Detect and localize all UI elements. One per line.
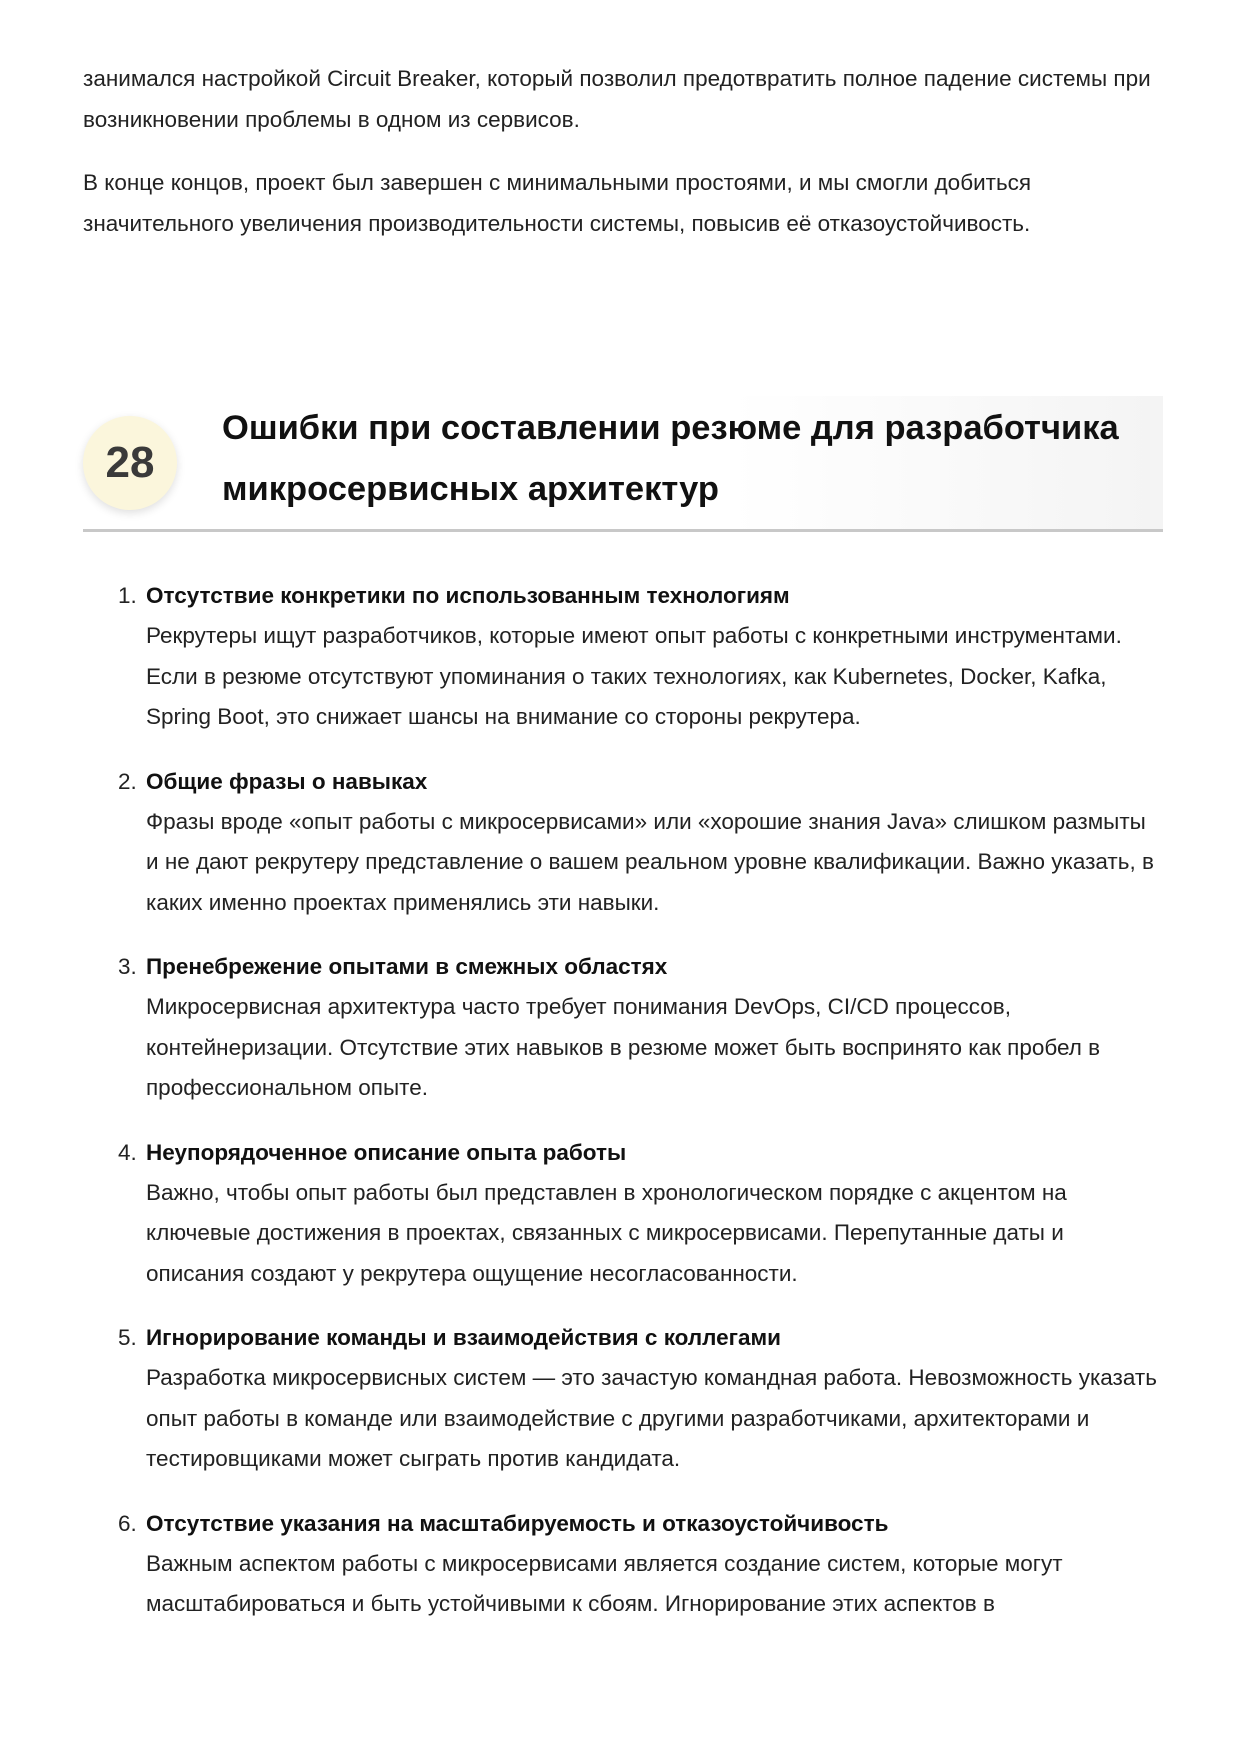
list-item-number: 5. (118, 1325, 137, 1350)
list-item (83, 947, 1163, 1109)
list-item-text: Фразы вроде «опыт работы с микросервисами» или «хорошие знания Java» слишком размыты и не дают рекрутеру представление о вашем реальном уровне квалификации. Важно указать, в каких именно проектах применялись эти навыки. (146, 808, 1154, 915)
intro-paragraph: занимался настройкой Circuit Breaker, который позволил предотвратить полное падение системы при возникновении проблемы в одном из сервисов. (83, 66, 1151, 132)
list-item-number: 2. (118, 768, 137, 794)
list-item-text: Важно, чтобы опыт работы был представлен в хронологическом порядке с акцентом на ключевые достижения в проектах, связанных с микросервисами. Перепутанные даты и описания создают у рекрутера ощущение несогласованности. (146, 1179, 1067, 1286)
list-item-number: 6. (118, 1510, 137, 1536)
list-item-text: Микросервисная архитектура часто требует понимания DevOps, CI/CD процессов, контейнеризации. Отсутствие этих навыков в резюме может быть воспринято как пробел в профессиональном опыте. (146, 994, 1101, 1100)
list-item-text: Разработка микросервисных систем — это зачастую командная работа. Невозможность указать опыт работы в команде или взаимодействие с другими разработчиками, архитекторами и тестировщиками может сыграть против кандидата. (146, 1365, 1157, 1471)
list-item-text: Рекрутеры ищут разработчиков, которые имеют опыт работы с конкретными инструментами. Если в резюме отсутствуют упоминания о таких технологиях, как Kubernetes, Docker, Kafka, Spring Boot, это снижает шансы на внимание со стороны рекрутера. (146, 623, 1122, 729)
list-item-number: 3. (118, 954, 137, 979)
list-item-title: Отсутствие указания на масштабируемость и отказоустойчивость (146, 1510, 889, 1536)
section-number-badge: 28 (83, 416, 177, 510)
list-item (83, 762, 1163, 924)
list-item-number: 4. (118, 1139, 137, 1165)
mistakes-list (83, 576, 1163, 1625)
document-page (83, 58, 1163, 1649)
intro-block (83, 58, 1163, 244)
section-header (83, 396, 1163, 532)
list-item-text: Важным аспектом работы с микросервисами является создание систем, которые могут масштабироваться и быть устойчивыми к сбоям. Игнорирование этих аспектов в (146, 1550, 1063, 1616)
list-item (83, 576, 1163, 738)
list-item-title: Общие фразы о навыках (146, 768, 428, 794)
list-item-title: Пренебрежение опытами в смежных областях (146, 954, 668, 979)
list-item (83, 1504, 1163, 1625)
list-item-title: Отсутствие конкретики по использованным технологиям (146, 583, 790, 608)
list-item-title: Неупорядоченное описание опыта работы (146, 1139, 627, 1165)
intro-paragraph: В конце концов, проект был завершен с минимальными простоями, и мы смогли добиться значительного увеличения производительности системы, повысив её отказоустойчивость. (83, 170, 1032, 236)
list-item (83, 1318, 1163, 1480)
list-item-number: 1. (118, 583, 137, 608)
section-title: Ошибки при составлении резюме для разработчика микросервисных архитектур (222, 409, 1119, 508)
list-item-title: Игнорирование команды и взаимодействия с коллегами (146, 1325, 782, 1350)
list-item (83, 1133, 1163, 1295)
